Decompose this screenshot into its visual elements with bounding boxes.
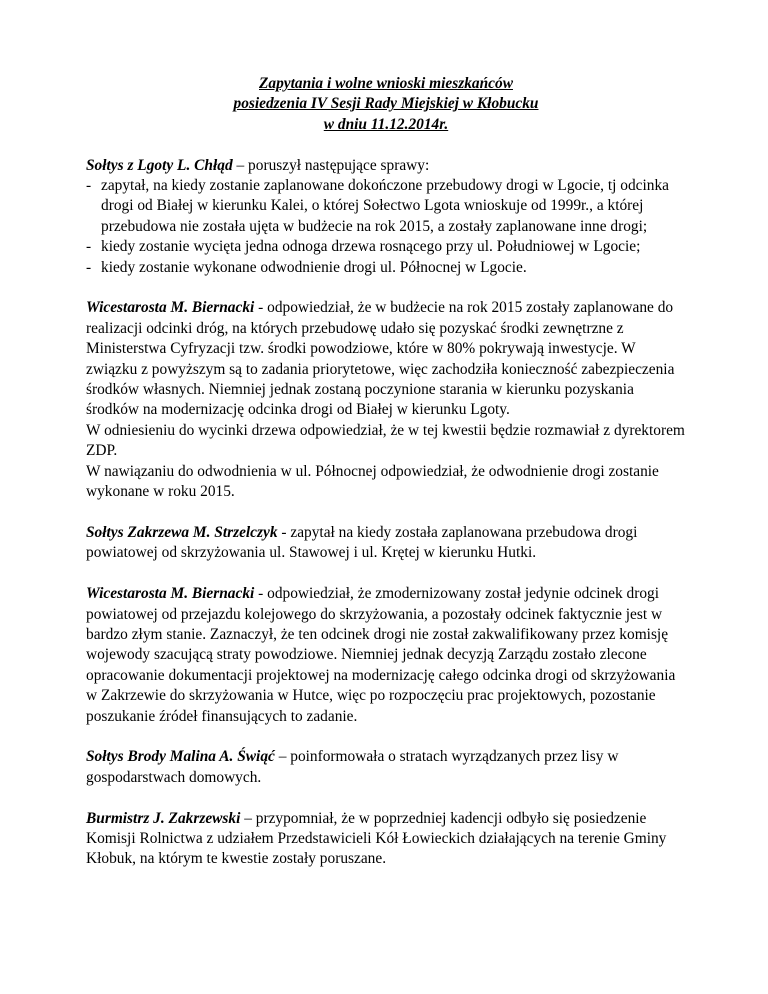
speaker-name: Sołtys Zakrzewa M. Strzelczyk xyxy=(86,523,278,541)
paragraph-text: - zapytał na kiedy została zaplanowana przebudowa drogi powiatowej od skrzyżowania ul. Stawowej i ul. Krętej w kierunku Hutki. xyxy=(86,523,638,562)
bullet-list xyxy=(86,176,686,278)
paragraph xyxy=(86,809,686,870)
title-line-3: w dniu 11.12.2014r. xyxy=(323,115,449,133)
paragraph: W nawiązaniu do odwodnienia w ul. Północnej odpowiedział, że odwodnienie drogi zostanie wykonane w roku 2015. xyxy=(86,462,659,501)
paragraph-text: – poruszył następujące sprawy: xyxy=(232,156,430,174)
title-line-2: posiedzenia IV Sesji Rady Miejskiej w Kłobucku xyxy=(233,95,539,113)
paragraph: W odniesieniu do wycinki drzewa odpowiedział, że w tej kwestii będzie rozmawiał z dyrektorem ZDP. xyxy=(86,421,685,460)
list-item: - kiedy zostanie wycięta jedna odnoga drzewa rosnącego przy ul. Południowej w Lgocie; xyxy=(86,237,686,257)
section-soltys-lgota xyxy=(86,156,686,278)
section-wicestarosta-reply-1 xyxy=(86,298,686,502)
speaker-name: Sołtys Brody Malina A. Świąć xyxy=(86,748,275,766)
section-wicestarosta-reply-2 xyxy=(86,584,686,727)
section-burmistrz xyxy=(86,809,686,870)
title-line-1: Zapytania i wolne wnioski mieszkańców xyxy=(259,75,513,92)
paragraph xyxy=(86,747,686,788)
document-page xyxy=(86,74,686,890)
paragraph-text: – poinformowała o stratach wyrządzanych przez lisy w gospodarstwach domowych. xyxy=(86,748,619,786)
paragraph-text: - odpowiedział, że zmodernizowany został jedynie odcinek drogi powiatowej od przejazdu kolejowego do skrzyżowania, a pozostały odcinek faktycznie jest w bardzo złym stanie. Zaznaczył, że ten odcinek drogi nie został zakwalifikowany przez komisję wojewody szacującą straty powodziowe. Niemniej jednak decyzją Zarządu zostało zlecone opracowanie dokumentacji projektowej na modernizację całego odcinka drogi od skrzyżowania w Zakrzewie do skrzyżowania w Hutce, więc po rozpoczęciu prac projektowych, pozostanie poszukanie źródeł finansujących to zadanie. xyxy=(86,585,676,725)
paragraph xyxy=(86,584,686,727)
list-item: - zapytał, na kiedy zostanie zaplanowane dokończone przebudowy drogi w Lgocie, tj odcinka drogi od Białej w kierunku Kalei, o której Sołectwo Lgota wnioskuje od 1999r., a której przebudowa nie została ujęta w budżecie na rok 2015, a zostały zaplanowane inne drogi; xyxy=(86,176,686,237)
speaker-name: Wicestarosta M. Biernacki xyxy=(86,299,255,317)
document-title xyxy=(86,74,686,135)
speaker-name: Wicestarosta M. Biernacki xyxy=(86,585,255,603)
paragraph-text: – przypomniał, że w poprzedniej kadencji odbyło się posiedzenie Komisji Rolnictwa z udziałem Przedstawicieli Kół Łowieckich działających na terenie Gminy Kłobuk, na którym te kwestie zostały poruszane. xyxy=(86,809,667,868)
paragraph xyxy=(86,523,686,564)
speaker-name: Sołtys z Lgoty L. Chłąd xyxy=(86,156,233,174)
paragraph-text: - odpowiedział, że w budżecie na rok 2015 zostały zaplanowane do realizacji odcinki dróg, na których przebudowę udało się pozyskać środki zewnętrzne z Ministerstwa Cyfryzacji tzw. środki powodziowe, które w 80% pokrywają inwestycje. W związku z powyższym są to zadania priorytetowe, więc zachodziła konieczność zabezpieczenia środków własnych. Niemniej jednak zostaną poczynione starania w kierunku pozyskania środków na modernizację odcinka drogi od Białej w kierunku Lgoty. xyxy=(86,299,675,419)
section-soltys-zakrzewa xyxy=(86,523,686,564)
speaker-name: Burmistrz J. Zakrzewski xyxy=(86,809,241,827)
section-soltys-brody-malina xyxy=(86,747,686,788)
list-item: - kiedy zostanie wykonane odwodnienie drogi ul. Północnej w Lgocie. xyxy=(86,258,686,278)
paragraph xyxy=(86,298,686,420)
paragraph xyxy=(86,156,686,176)
